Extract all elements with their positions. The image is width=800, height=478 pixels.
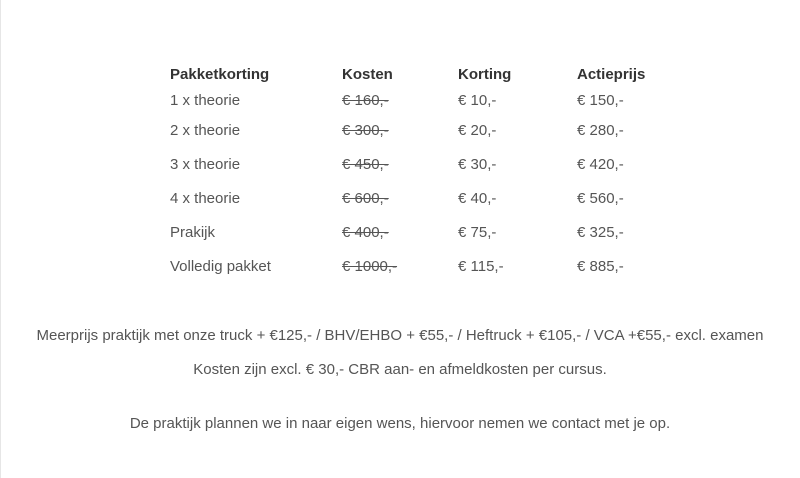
- discount-amount: € 75,-: [458, 223, 497, 241]
- discount-amount: € 30,-: [458, 156, 497, 174]
- sale-price: € 560,-: [577, 189, 624, 207]
- table-header-row: [166, 61, 677, 87]
- header-cost: Kosten: [342, 65, 393, 83]
- table-row: [166, 148, 677, 182]
- table-row: [166, 182, 677, 216]
- discount-amount: € 10,-: [458, 92, 497, 109]
- discount-amount: € 115,-: [458, 257, 504, 275]
- package-name: 3 x theorie: [170, 156, 241, 174]
- original-cost: € 160,-: [342, 92, 389, 109]
- planning-note: De praktijk plannen we in naar eigen wens, hiervoor nemen we contact met je op.: [129, 415, 671, 432]
- header-package: Pakketkorting: [170, 65, 270, 83]
- table-row: [166, 249, 677, 283]
- header-sale-price: Actieprijs: [577, 65, 646, 83]
- package-name: Volledig pakket: [170, 257, 271, 275]
- discount-amount: € 40,-: [458, 189, 497, 207]
- left-divider: [0, 0, 1, 478]
- original-cost: € 300,-: [342, 122, 389, 140]
- original-cost: € 1000,-: [342, 257, 398, 275]
- sale-price: € 420,-: [577, 156, 624, 174]
- original-cost: € 400,-: [342, 223, 389, 241]
- sale-price: € 150,-: [577, 92, 624, 109]
- original-cost: € 450,-: [342, 156, 389, 174]
- sale-price: € 885,-: [577, 257, 624, 275]
- extras-note: Meerprijs praktijk met onze truck + €125,- / BHV/EHBO + €55,- / Heftruck + €105,- / VCA +€55,- excl. examen: [36, 327, 764, 344]
- package-discount-table: [166, 61, 677, 283]
- package-name: 2 x theorie: [170, 122, 241, 140]
- sale-price: € 280,-: [577, 122, 624, 140]
- package-name: Prakijk: [170, 223, 216, 241]
- sale-price: € 325,-: [577, 223, 624, 241]
- package-name: 1 x theorie: [170, 92, 241, 109]
- package-name: 4 x theorie: [170, 189, 241, 207]
- discount-amount: € 20,-: [458, 122, 497, 140]
- header-discount: Korting: [458, 65, 512, 83]
- cbr-costs-note: Kosten zijn excl. € 30,- CBR aan- en afmeldkosten per cursus.: [193, 361, 607, 378]
- table-row: [166, 215, 677, 249]
- table-row: [166, 114, 677, 148]
- table-row: [166, 87, 677, 114]
- original-cost: € 600,-: [342, 189, 389, 207]
